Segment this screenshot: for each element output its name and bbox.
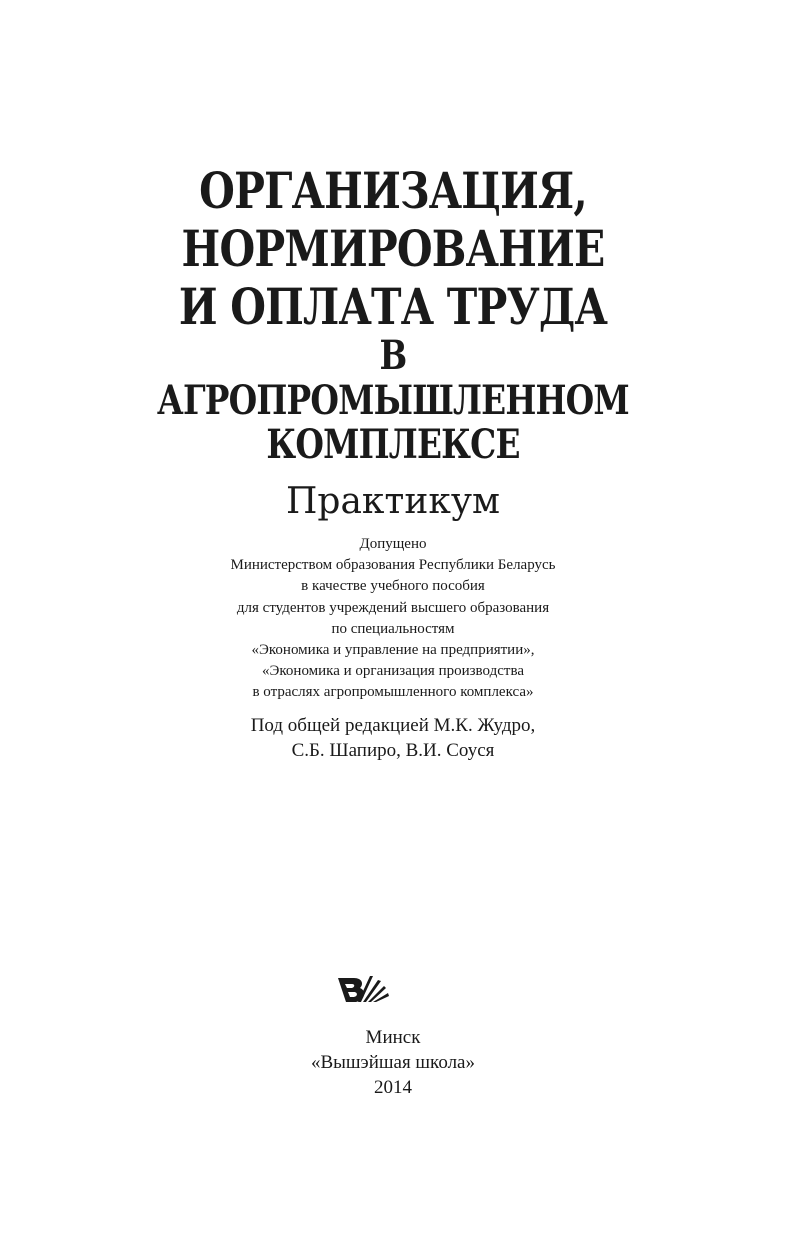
editors-line-1: Под общей редакцией М.К. Жудро,	[250, 715, 536, 736]
imprint-city: Минск	[365, 1027, 421, 1048]
publisher-logo-icon	[336, 972, 390, 1012]
title-line-6	[0, 422, 786, 468]
imprint-year: 2014	[374, 1077, 412, 1098]
approval-line: в отраслях агропромышленного комплекса»	[252, 684, 534, 701]
approval-line: для студентов учреждений высшего образования	[236, 599, 550, 616]
title-text-1: ОРГАНИЗАЦИЯ,	[199, 161, 587, 220]
approval-line: в качестве учебного пособия	[301, 578, 485, 595]
approval-line: Министерством образования Республики Беларусь	[230, 557, 556, 574]
approval-line: «Экономика и управление на предприятии»,	[251, 642, 535, 659]
title-line-1	[0, 163, 786, 219]
title-line-3	[0, 279, 786, 335]
subtitle: Практикум	[286, 481, 500, 522]
imprint	[0, 1025, 786, 1100]
title-text-4: В	[379, 332, 407, 379]
imprint-publisher: «Вышэйшая школа»	[310, 1052, 475, 1073]
approval-note	[0, 534, 786, 704]
approval-line: Допущено	[359, 536, 427, 552]
title-line-5	[0, 378, 786, 424]
approval-line: по специальностям	[331, 620, 455, 637]
title-text-5: АГРОПРОМЫШЛЕННОМ	[157, 377, 629, 424]
editors	[0, 713, 786, 763]
title-text-2: НОРМИРОВАНИЕ	[181, 219, 605, 278]
title-text-3: И ОПЛАТА ТРУДА	[178, 277, 608, 336]
title-line-4	[0, 333, 786, 379]
title-line-2	[0, 221, 786, 277]
editors-line-2: С.Б. Шапиро, В.И. Соуся	[291, 740, 495, 761]
approval-line: «Экономика и организация производства	[261, 663, 524, 680]
title-text-6: КОМПЛЕКСЕ	[266, 421, 520, 468]
